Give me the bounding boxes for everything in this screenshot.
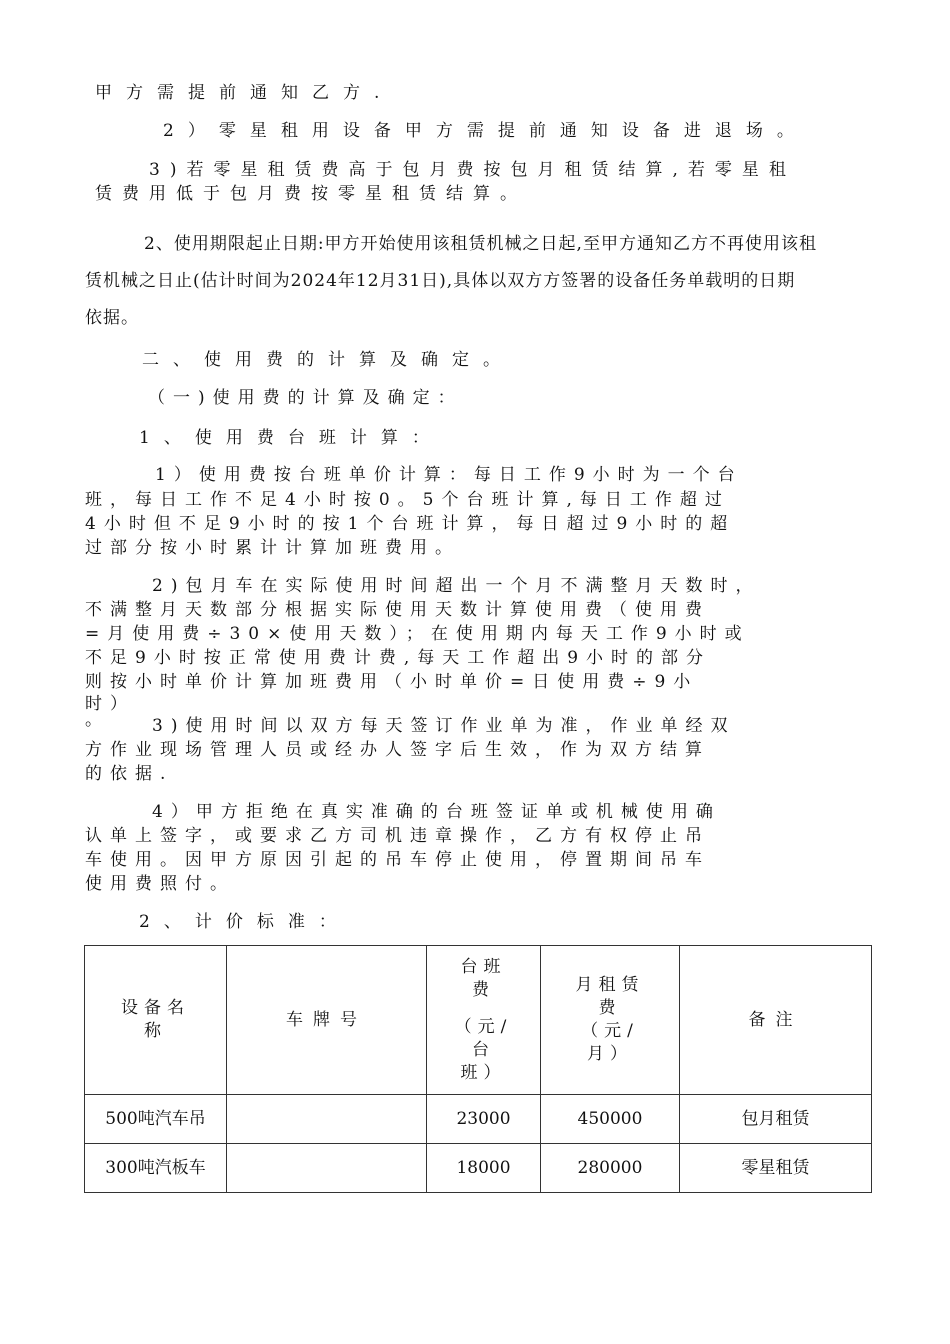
text-line: 依据。 — [85, 308, 139, 328]
text-line: 。 — [85, 710, 110, 730]
header-remarks: 备注 — [680, 946, 872, 1095]
text-line: 过部分按小时累计计算加班费用。 — [85, 538, 460, 558]
text-line: 2）零星租用设备甲方需提前通知设备进退场。 — [163, 121, 808, 141]
cell-monthly-fee: 450000 — [541, 1095, 680, 1144]
cell-equipment-name: 300吨汽板车 — [85, 1144, 227, 1193]
text-line: 4）甲方拒绝在真实准确的台班签证单或机械使用确 — [152, 802, 721, 822]
cell-equipment-name: 500吨汽车吊 — [85, 1095, 227, 1144]
cell-plate-number — [227, 1144, 427, 1193]
header-shift-fee: 台班 费 （元/ 台 班） — [427, 946, 541, 1095]
text-line: =月使用费÷30×使用天数）；在使用期内每天工作9小时或 — [85, 624, 750, 644]
text-line: 的依据. — [85, 764, 174, 784]
cell-remarks: 包月租赁 — [680, 1095, 872, 1144]
table-header-row — [85, 946, 872, 1095]
text-line: 班，每日工作不足4小时按0。5个台班计算,每日工作超过 — [85, 490, 730, 510]
header-monthly-fee: 月租赁 费 （元/ 月） — [541, 946, 680, 1095]
text-line: 认单上签字，或要求乙方司机违章操作，乙方有权停止吊 — [85, 826, 710, 846]
pricing-table — [84, 945, 872, 1193]
section-heading: 2、计价标准： — [139, 912, 350, 932]
text-line: 赁费用低于包月费按零星租赁结算。 — [95, 184, 527, 204]
text-line: 2)包月车在实际使用时间超出一个月不满整月天数时， — [152, 576, 761, 596]
text-line: 1）使用费按台班单价计算：每日工作9小时为一个台 — [155, 465, 743, 485]
text-line: 不满整月天数部分根据实际使用天数计算使用费（使用费 — [85, 600, 710, 620]
text-line: 甲方需提前通知乙方. — [95, 83, 394, 103]
cell-shift-fee: 23000 — [427, 1095, 541, 1144]
text-line: 使用费照付。 — [85, 874, 235, 894]
text-line: 时） — [85, 694, 135, 714]
text-line: 赁机械之日止(估计时间为2024年12月31日),具体以双方方签署的设备任务单载明的日期 — [85, 271, 796, 291]
text-line: 3)使用时间以双方每天签订作业单为准，作业单经双 — [152, 716, 736, 736]
header-equipment-name: 设备名 称 — [85, 946, 227, 1095]
cell-shift-fee: 18000 — [427, 1144, 541, 1193]
table-row — [85, 1144, 872, 1193]
text-line: 车使用。因甲方原因引起的吊车停止使用，停置期间吊车 — [85, 850, 710, 870]
table-row — [85, 1095, 872, 1144]
text-line: 方作业现场管理人员或经办人签字后生效，作为双方结算 — [85, 740, 710, 760]
section-heading: 1、使用费台班计算： — [139, 428, 443, 448]
text-line: 则按小时单价计算加班费用（小时单价=日使用费÷9小 — [85, 672, 699, 692]
text-line: 3)若零星租赁费高于包月费按包月租赁结算,若零星租 — [149, 160, 796, 180]
text-line: 4小时但不足9小时的按1个台班计算，每日超过9小时的超 — [85, 514, 736, 534]
text-line: 2、使用期限起止日期:甲方开始使用该租赁机械之日起,至甲方通知乙方不再使用该租 — [144, 234, 817, 254]
text-line: 不足9小时按正常使用费计费,每天工作超出9小时的部分 — [85, 648, 712, 668]
section-heading: （一)使用费的计算及确定： — [148, 388, 463, 408]
cell-monthly-fee: 280000 — [541, 1144, 680, 1193]
cell-remarks: 零星租赁 — [680, 1144, 872, 1193]
header-plate-number: 车牌号 — [227, 946, 427, 1095]
cell-plate-number — [227, 1095, 427, 1144]
section-heading: 二、使用费的计算及确定。 — [142, 350, 514, 370]
